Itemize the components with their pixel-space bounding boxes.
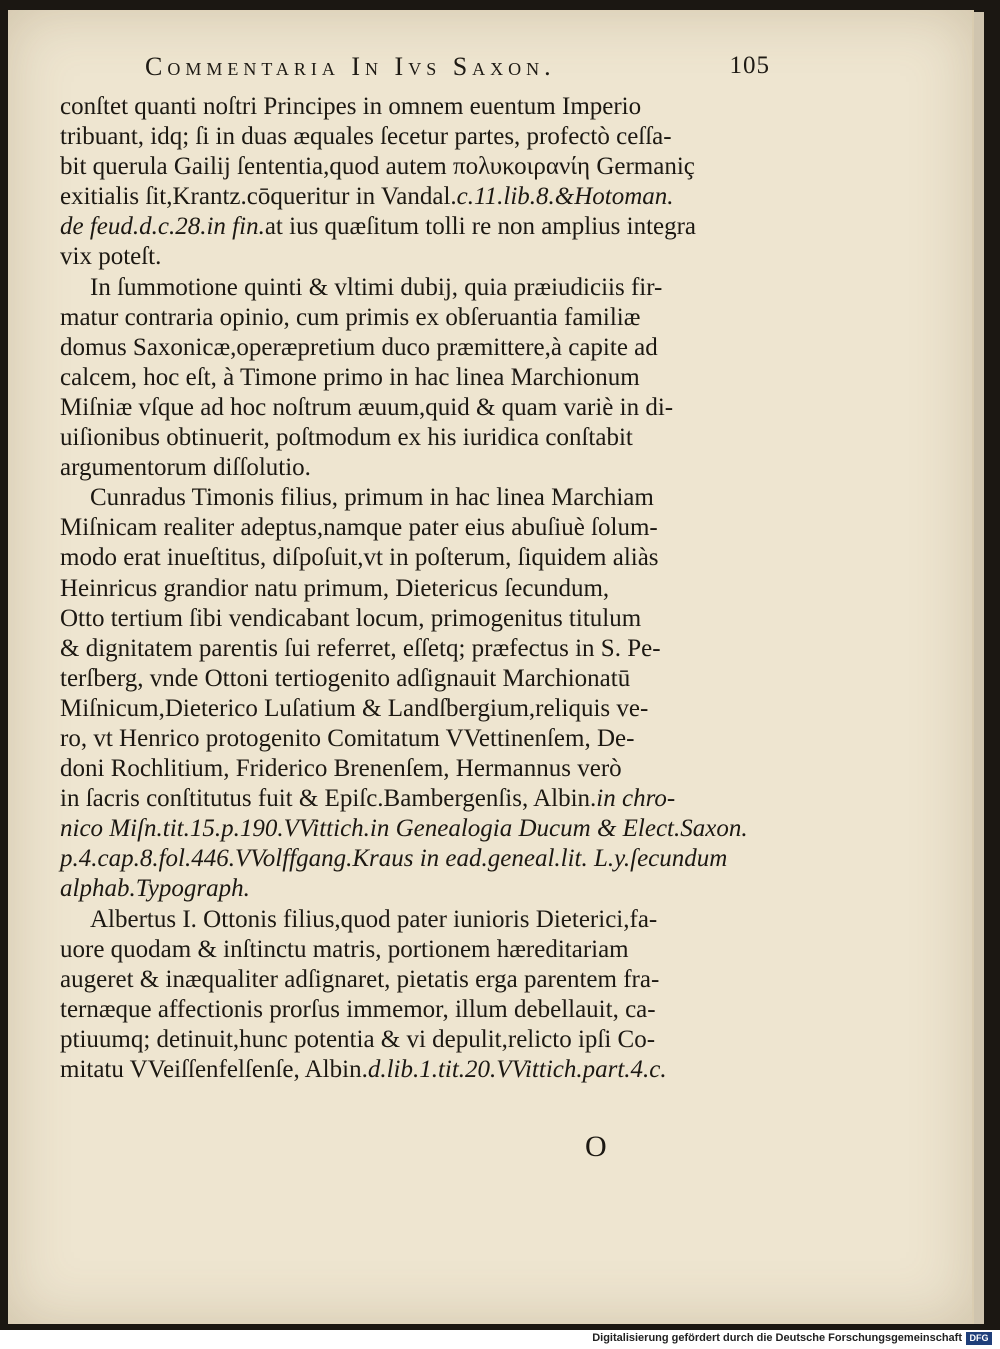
- text-line: [60, 513, 780, 543]
- text-line: [60, 814, 780, 844]
- text-line: [60, 212, 780, 242]
- text-line: [60, 333, 780, 363]
- roman-text: Miſnicam realiter adeptus,namque pater eius abuſiuè ſolum-: [60, 514, 658, 542]
- body-text: [60, 92, 780, 1085]
- text-line: [60, 694, 780, 724]
- text-line: [60, 92, 780, 122]
- citation-text: p.4.cap.8.fol.446.VVolffgang.Kraus in ead.geneal.lit. L.y.ſecundum: [60, 845, 728, 873]
- text-line: [60, 874, 780, 904]
- text-line: [60, 393, 780, 423]
- roman-text: doni Rochlitium, Friderico Brenenſem, Hermannus verò: [60, 755, 622, 783]
- roman-text: Heinricus grandior natu primum, Dietericus ſecundum,: [60, 574, 610, 602]
- text-line: [60, 634, 780, 664]
- roman-text: conſtet quanti noſtri Principes in omnem euentum Imperio: [60, 93, 642, 120]
- page-header: [145, 52, 770, 86]
- roman-text: calcem, hoc eſt, à Timone primo in hac linea Marchionum: [60, 363, 640, 391]
- roman-text: exitialis ſit,Krantz.cōqueritur in Vandal.: [60, 183, 457, 211]
- roman-text: Miſniæ vſque ad hoc noſtrum æuum,quid & quam variè in di-: [60, 393, 674, 421]
- roman-text: argumentorum diſſolutio.: [60, 454, 311, 482]
- roman-text: & dignitatem parentis ſui referret, eſſetq; præfectus in S. Pe-: [60, 634, 661, 662]
- roman-text: augeret & inæqualiter adſignaret, pietatis erga parentem fra-: [60, 965, 660, 993]
- running-title: Commentaria In Ivs Saxon.: [145, 52, 556, 81]
- text-line: [60, 965, 780, 995]
- citation-text: c.11.lib.8.&Hotoman.: [456, 183, 674, 211]
- page-number: 105: [729, 52, 770, 79]
- text-line: [60, 935, 780, 965]
- roman-text: Cunradus Timonis filius, primum in hac linea Marchiam: [90, 484, 654, 512]
- roman-text: Miſnicum,Dieterico Luſatium & Landſbergium,reliquis ve-: [60, 694, 649, 722]
- roman-text: ro, vt Henrico protogenito Comitatum VVettinenſem, De-: [60, 724, 635, 752]
- text-line: [60, 905, 780, 935]
- roman-text: ptiuumq; detinuit,hunc potentia & vi depulit,relicto ipſi Co-: [60, 1025, 656, 1053]
- text-line: [60, 664, 780, 694]
- text-line: [60, 242, 780, 272]
- roman-text: matur contraria opinio, cum primis ex obſeruantia familiæ: [60, 303, 641, 331]
- text-line: [60, 1025, 780, 1055]
- roman-text: modo erat inueſtitus, diſpoſuit,vt in poſterum, ſiquidem aliàs: [60, 544, 659, 572]
- text-line: [60, 844, 780, 874]
- roman-text: terſberg, vnde Ottoni tertiogenito adſignauit Marchionatū: [60, 664, 631, 692]
- text-line: [60, 453, 780, 483]
- text-line: [60, 543, 780, 573]
- text-line: [60, 423, 780, 453]
- citation-text: alphab.Typograph.: [60, 875, 250, 903]
- footer-bar: [0, 1330, 1000, 1349]
- dfg-logo: DFG: [966, 1332, 992, 1345]
- page-edge: [974, 12, 984, 1324]
- citation-text: nico Miſn.tit.15.p.190.VVittich.in Genealogia Ducum & Elect.Saxon.: [60, 815, 748, 843]
- roman-text: at ius quæſitum tolli re non amplius integra: [264, 213, 697, 241]
- text-line: [60, 273, 780, 303]
- roman-text: tribuant, idq; ſi in duas æquales ſecetur partes, profectò ceſſa-: [60, 123, 672, 151]
- roman-text: domus Saxonicæ,operæpretium duco præmittere,à capite ad: [60, 333, 658, 361]
- text-line: [60, 784, 780, 814]
- text-line: [60, 1055, 780, 1085]
- signature-mark: O: [585, 1130, 607, 1163]
- text-line: [60, 724, 780, 754]
- text-line: [60, 363, 780, 393]
- roman-text: uore quodam & inſtinctu matris, portionem hæreditariam: [60, 935, 629, 963]
- text-line: [60, 182, 780, 212]
- roman-text: Albertus I. Ottonis filius,quod pater iunioris Dieterici,fa-: [90, 905, 658, 933]
- citation-text: in chro-: [596, 785, 676, 813]
- text-line: [60, 483, 780, 513]
- text-line: [60, 574, 780, 604]
- text-line: [60, 995, 780, 1025]
- roman-text: In ſummotione quinti & vltimi dubij, quia præiudiciis fir-: [90, 273, 663, 301]
- roman-text: mitatu VVeiſſenfelſenſe, Albin.: [60, 1056, 368, 1083]
- text-line: [60, 122, 780, 152]
- roman-text: in ſacris conſtitutus fuit & Epiſc.Bambergenſis, Albin.: [60, 785, 597, 813]
- roman-text: uiſionibus obtinuerit, poſtmodum ex his iuridica conſtabit: [60, 424, 633, 452]
- text-line: [60, 754, 780, 784]
- text-line: [60, 604, 780, 634]
- funding-credit: Digitalisierung gefördert durch die Deutsche Forschungsgemeinschaft: [592, 1332, 962, 1344]
- text-line: [60, 303, 780, 333]
- citation-text: d.lib.1.tit.20.VVittich.part.4.c.: [367, 1056, 667, 1083]
- citation-text: de feud.d.c.28.in fin.: [60, 213, 265, 241]
- roman-text: Otto tertium ſibi vendicabant locum, primogenitus titulum: [60, 604, 642, 632]
- text-line: [60, 152, 780, 182]
- roman-text: ternæque affectionis prorſus immemor, illum debellauit, ca-: [60, 995, 656, 1023]
- roman-text: vix poteſt.: [60, 243, 162, 271]
- roman-text: bit querula Gailij ſententia,quod autem πολυκοιρανίη Germaniç: [60, 153, 695, 181]
